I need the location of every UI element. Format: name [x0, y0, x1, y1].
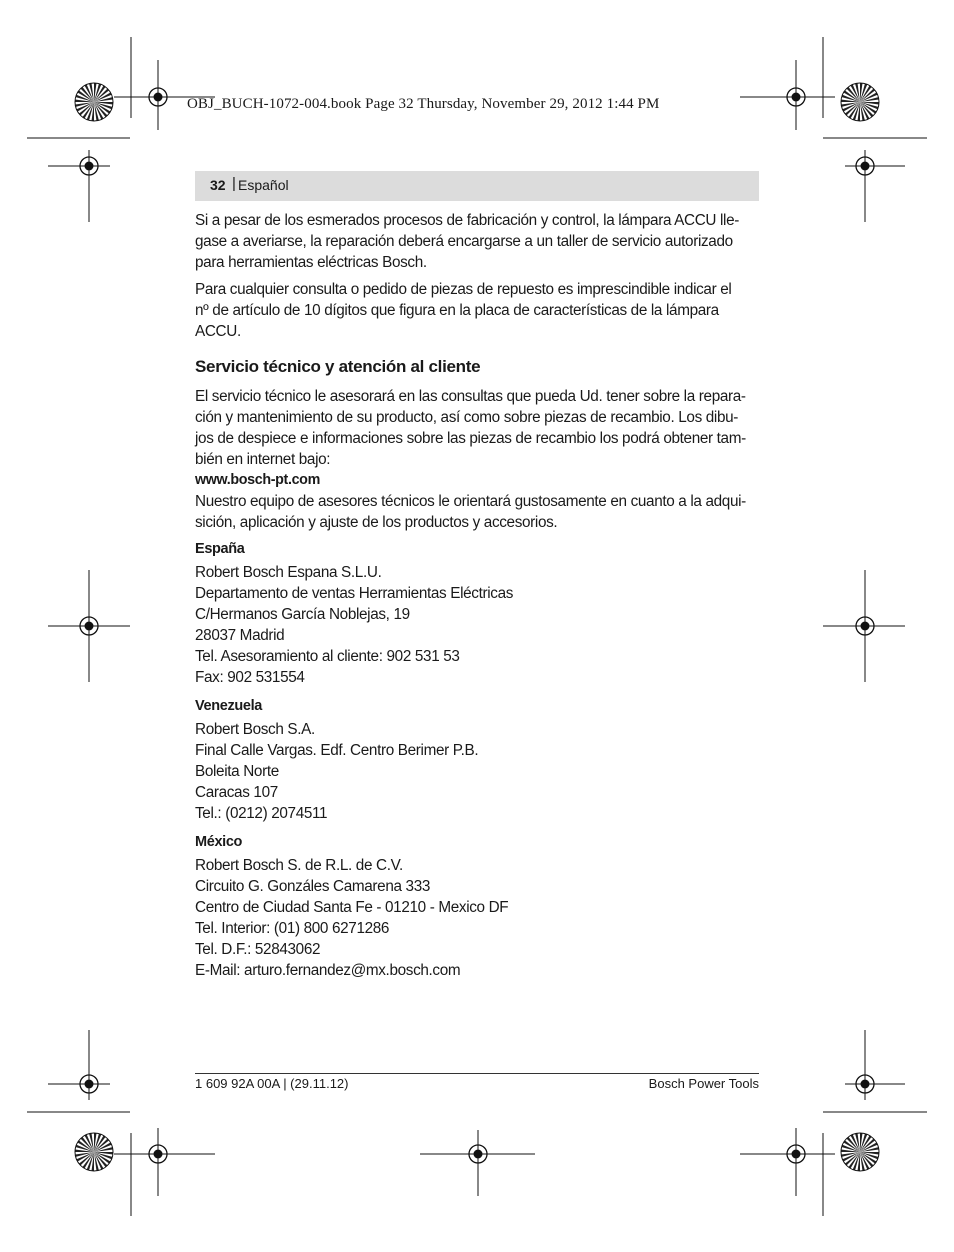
- header-separator: |: [232, 175, 236, 192]
- registration-starburst: [841, 1133, 879, 1171]
- section-heading: Servicio técnico y atención al cliente: [195, 357, 481, 376]
- contact-spain: [195, 539, 761, 688]
- country-name: España: [195, 541, 245, 557]
- footer-rule: [195, 1073, 759, 1074]
- country-name: México: [195, 834, 243, 850]
- page-number: 32: [210, 177, 226, 193]
- registration-starburst: [75, 1133, 113, 1171]
- section-name: Español: [238, 177, 289, 193]
- page-header-bar: [195, 171, 759, 201]
- registration-starburst: [75, 83, 113, 121]
- service-paragraph-1: El servicio técnico le asesorará en las consultas que pueda Ud. tener sobre la repara- ción y mantenimiento de su producto, así como sobre piezas de recambio. Los dibu- jos de despiece e informaciones sobre las piezas de recambio los podrá obtener tam- bién en internet bajo: www.bosch-pt.com: [195, 386, 761, 491]
- address-block: Robert Bosch S.A. Final Calle Vargas. Edf. Centro Berimer P.B. Boleita Norte Caracas 107 Tel.: (0212) 2074511: [195, 721, 479, 822]
- country-name: Venezuela: [195, 698, 262, 714]
- address-block: Robert Bosch S. de R.L. de C.V. Circuito G. Gonzáles Camarena 333 Centro de Ciudad Santa Fe - 01210 - Mexico DF Tel. Interior: (01) 800 6271286 Tel. D.F.: 52843062 E-Mail: arturo.fernandez@mx.bosch.com: [195, 855, 761, 981]
- intro-paragraph-1: Si a pesar de los esmerados procesos de fabricación y control, la lámpara ACCU lle- gase a averiarse, la reparación deberá encargarse a un taller de servicio autorizado para herramientas eléctricas Bosch.: [195, 212, 740, 271]
- print-slug: OBJ_BUCH-1072-004.book Page 32 Thursday, November 29, 2012 1:44 PM: [187, 96, 660, 112]
- email-address[interactable]: E-Mail: arturo.fernandez@mx.bosch.com: [195, 962, 461, 979]
- address-block: Robert Bosch Espana S.L.U. Departamento de ventas Herramientas Eléctricas C/Hermanos García Noblejas, 19 28037 Madrid Tel. Asesoramiento al cliente: 902 531 53 Fax: 902 531554: [195, 564, 514, 686]
- contact-mexico: [195, 832, 761, 981]
- page-content: [195, 210, 761, 981]
- service-paragraph-2: Nuestro equipo de asesores técnicos le orientará gustosamente en cuanto a la adqui- sición, aplicación y ajuste de los productos y accesorios.: [195, 493, 746, 531]
- registration-starburst: [841, 83, 879, 121]
- footer-doc-id: 1 609 92A 00A | (29.11.12): [195, 1076, 349, 1091]
- contact-venezuela: [195, 696, 761, 824]
- website-link[interactable]: www.bosch-pt.com: [195, 472, 320, 488]
- intro-paragraph-2: Para cualquier consulta o pedido de piezas de repuesto es imprescindible indicar el nº de artículo de 10 dígitos que figura en la placa de características de la lámpara ACCU.: [195, 281, 732, 340]
- footer-brand: Bosch Power Tools: [648, 1076, 759, 1091]
